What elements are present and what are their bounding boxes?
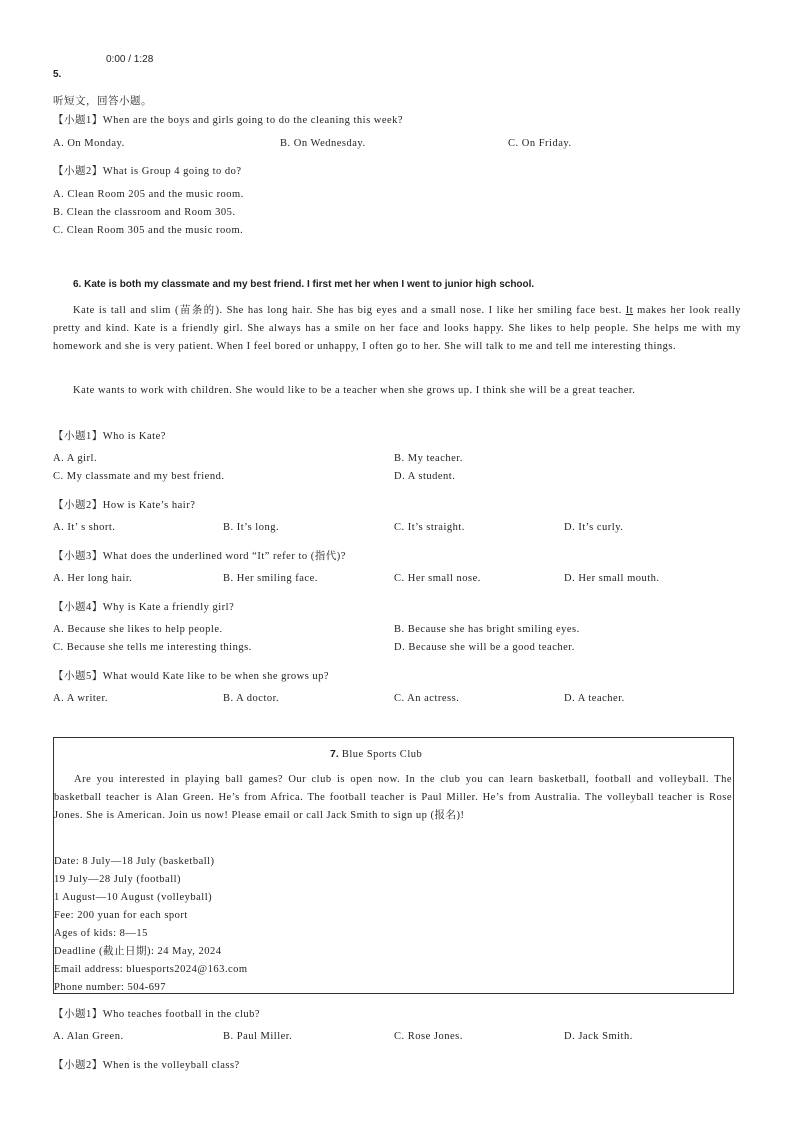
q5-sub2-option-a[interactable]: A. Clean Room 205 and the music room. <box>53 189 244 200</box>
q5-instruction: 听短文，回答小题。 <box>53 96 152 107</box>
q6-sub1-option-b[interactable]: B. My teacher. <box>394 453 463 464</box>
q6-sub4-option-a[interactable]: A. Because she likes to help people. <box>53 624 223 635</box>
q7-info-volleyball-dates: 1 August—10 August (volleyball) <box>54 892 213 903</box>
q6-sub4-question: 【小题4】Why is Kate a friendly girl? <box>53 602 235 613</box>
q7-info-ages: Ages of kids: 8—15 <box>54 928 148 939</box>
question-5-number: 5. <box>53 69 62 80</box>
q7-sub1-option-b[interactable]: B. Paul Miller. <box>223 1031 293 1042</box>
q6-underlined-it: It <box>625 305 634 316</box>
q6-sub1-option-d[interactable]: D. A student. <box>394 471 456 482</box>
q7-info-fee: Fee: 200 yuan for each sport <box>54 910 188 921</box>
q6-sub3-question: 【小题3】What does the underlined word “It” refer to (指代)? <box>53 551 346 562</box>
q6-sub3-option-c[interactable]: C. Her small nose. <box>394 573 481 584</box>
q5-sub1-question: 【小题1】When are the boys and girls going to do the cleaning this week? <box>53 115 404 126</box>
q6-heading: 6. Kate is both my classmate and my best friend. I first met her when I went to junior high school. <box>73 279 535 290</box>
q6-sub2-option-d[interactable]: D. It’s curly. <box>564 522 624 533</box>
q7-info-phone: Phone number: 504-697 <box>54 982 166 993</box>
q7-number: 7. <box>330 748 339 760</box>
q6-sub1-option-a[interactable]: A. A girl. <box>53 453 98 464</box>
q6-sub2-option-b[interactable]: B. It’s long. <box>223 522 280 533</box>
q7-title <box>330 748 422 760</box>
q6-sub3-option-d[interactable]: D. Her small mouth. <box>564 573 660 584</box>
q6-sub5-option-b[interactable]: B. A doctor. <box>223 693 280 704</box>
q6-sub5-option-a[interactable]: A. A writer. <box>53 693 108 704</box>
q7-info-date: Date: 8 July—18 July (basketball) <box>54 856 215 867</box>
q5-sub1-option-c[interactable]: C. On Friday. <box>508 138 572 149</box>
q7-info-football-dates: 19 July—28 July (football) <box>54 874 182 885</box>
q6-sub5-question: 【小题5】What would Kate like to be when she grows up? <box>53 671 330 682</box>
q7-title-text: Blue Sports Club <box>341 749 423 760</box>
q6-paragraph-2: Kate wants to work with children. She would like to be a teacher when she grows up. I think she will be a great teacher. <box>73 385 636 396</box>
q7-sub1-question: 【小题1】Who teaches football in the club? <box>53 1009 261 1020</box>
q5-sub1-option-b[interactable]: B. On Wednesday. <box>280 138 366 149</box>
q7-sub1-option-c[interactable]: C. Rose Jones. <box>394 1031 463 1042</box>
q7-sub1-option-d[interactable]: D. Jack Smith. <box>564 1031 633 1042</box>
q6-sub4-option-b[interactable]: B. Because she has bright smiling eyes. <box>394 624 580 635</box>
q6-sub1-question: 【小题1】Who is Kate? <box>53 431 166 442</box>
q6-sub4-option-c[interactable]: C. Because she tells me interesting things. <box>53 642 252 653</box>
q7-sub2-question: 【小题2】When is the volleyball class? <box>53 1060 240 1071</box>
q6-paragraph-1 <box>53 302 741 356</box>
q7-sub1-option-a[interactable]: A. Alan Green. <box>53 1031 124 1042</box>
q6-sub5-option-d[interactable]: D. A teacher. <box>564 693 625 704</box>
q6-sub5-option-c[interactable]: C. An actress. <box>394 693 460 704</box>
q5-sub2-option-c[interactable]: C. Clean Room 305 and the music room. <box>53 225 244 236</box>
q6-sub3-option-a[interactable]: A. Her long hair. <box>53 573 133 584</box>
q7-intro: Are you interested in playing ball games? Our club is open now. In the club you can learn basketball, football and volleyball. The basketball teacher is Alan Green. He’s from Africa. The football teacher is Paul Miller. He’s from Australia. The volleyball teacher is Rose Jones. She is American. Join us now! Please email or call Jack Smith to sign up (报名)! <box>54 774 732 821</box>
audio-time[interactable]: 0:00 / 1:28 <box>106 54 154 65</box>
q6-sub2-option-a[interactable]: A. It’ s short. <box>53 522 116 533</box>
q7-info-list <box>54 853 248 997</box>
q6-sub4-option-d[interactable]: D. Because she will be a good teacher. <box>394 642 575 653</box>
q7-info-deadline: Deadline (截止日期): 24 May, 2024 <box>54 946 222 957</box>
q5-sub2-question: 【小题2】What is Group 4 going to do? <box>53 166 242 177</box>
q6-sub2-question: 【小题2】How is Kate’s hair? <box>53 500 196 511</box>
q6-sub2-option-c[interactable]: C. It’s straight. <box>394 522 465 533</box>
q5-sub1-option-a[interactable]: A. On Monday. <box>53 138 125 149</box>
q6-p1-text-a: Kate is tall and slim (苗条的). She has long hair. She has big eyes and a small nose. I like her smiling face best. <box>73 305 626 316</box>
q6-sub3-option-b[interactable]: B. Her smiling face. <box>223 573 318 584</box>
q5-sub2-option-b[interactable]: B. Clean the classroom and Room 305. <box>53 207 236 218</box>
q7-info-email: Email address: bluesports2024@163.com <box>54 964 248 975</box>
q6-p1-text-b: makes her look really pretty and kind. Kate is a friendly girl. She always has a smile on her face and looks happy. She likes to help people. She helps me with my homework and she is very patient. When I feel bored or unhappy, I often go to her. She will talk to me and tell me interesting things. <box>53 305 741 352</box>
q6-sub1-option-c[interactable]: C. My classmate and my best friend. <box>53 471 225 482</box>
